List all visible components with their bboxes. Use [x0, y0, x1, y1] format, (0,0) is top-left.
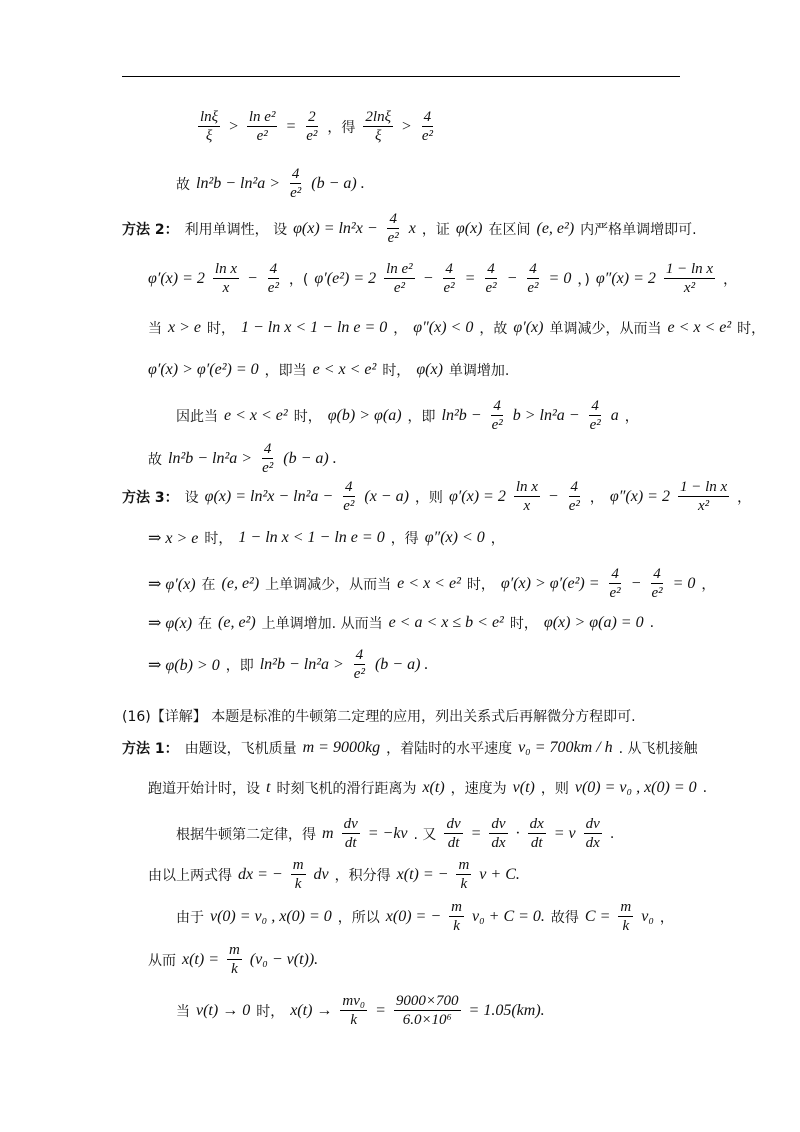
line-l7 [176, 397, 639, 434]
text: 由于 [176, 909, 204, 926]
fraction-numerator: 4 [263, 441, 272, 457]
math-expression: φ′(e²) = 2 [314, 269, 377, 287]
math-expression: v + C. [479, 865, 520, 883]
math-expression: (v₀ − v(t)). [249, 950, 319, 968]
math-expression: φ′(x) > φ′(e²) = [500, 574, 600, 592]
line-l17 [176, 815, 614, 852]
math-expression: φ″(x) < 0 [424, 529, 485, 546]
fraction [304, 108, 319, 145]
math-expression: v₀ [641, 907, 654, 925]
math-expression: v₀ + C = 0. [471, 907, 545, 925]
math-expression: φ(x) [455, 219, 483, 237]
math-expression: x(t) [422, 779, 445, 796]
fraction-denominator: e² [609, 585, 621, 601]
math-expression: dv [313, 865, 329, 883]
math-expression: = −kv [367, 824, 408, 842]
line-l8 [148, 440, 337, 477]
text: ， [701, 576, 716, 593]
fraction [384, 260, 415, 297]
fraction [386, 210, 401, 247]
math-expression: v(t) [512, 779, 535, 796]
math-expression: ln²b − ln²a > [196, 174, 281, 192]
fraction-numerator: m [451, 899, 462, 915]
math-expression: x(t) → [290, 1001, 333, 1019]
text: ，所以 [337, 909, 380, 926]
fraction-denominator: x [222, 280, 230, 296]
text: 时， [466, 576, 495, 593]
fraction-numerator: 4 [355, 647, 364, 663]
text: ，即 [225, 657, 254, 674]
fraction [420, 108, 435, 145]
fraction [528, 815, 546, 852]
math-expression: (b − a) . [311, 174, 365, 192]
text: 因此当 [176, 408, 218, 425]
line-l11 [148, 565, 715, 602]
line-l10 [148, 528, 505, 548]
math-expression: · [515, 824, 520, 842]
fraction-denominator: e² [353, 666, 365, 682]
fraction-denominator: e² [262, 460, 274, 476]
fraction [525, 260, 540, 297]
math-expression: 1 − ln x < 1 − ln e = 0 [238, 529, 385, 546]
fraction [340, 992, 367, 1029]
fraction-numerator: 1 − ln x [665, 261, 714, 277]
fraction [247, 108, 278, 145]
math-expression: φ(x) [416, 361, 443, 378]
math-expression: = [470, 824, 482, 842]
math-expression: (b − a) . [283, 449, 337, 467]
fraction-denominator: e² [387, 230, 399, 246]
math-expression: ln²b − ln²a > [259, 655, 344, 673]
fraction [444, 815, 462, 852]
line-l4 [148, 260, 737, 297]
math-expression: ⇒ φ′(x) [148, 575, 196, 593]
line-l5 [148, 318, 765, 338]
text: 上单调增加. 从而当 [261, 616, 383, 632]
fraction [341, 478, 356, 515]
fraction [227, 941, 242, 978]
fraction-denominator: dx [491, 835, 506, 851]
fraction-denominator: k [231, 961, 238, 977]
fraction-numerator: dv [446, 816, 461, 832]
line-l21 [176, 992, 545, 1029]
fraction-denominator: dt [447, 835, 460, 851]
text: . 从飞机接触 [618, 741, 698, 757]
text: 利用单调性， 设 [184, 221, 288, 238]
fraction [260, 440, 275, 477]
fraction-denominator: e² [421, 128, 433, 144]
text: 时， [207, 321, 235, 337]
math-expression: m [322, 824, 334, 842]
fraction-denominator: e² [267, 280, 279, 296]
text: ，即 [407, 408, 436, 425]
fraction [213, 260, 239, 297]
line-l19 [176, 898, 674, 935]
text: 在 [198, 616, 213, 632]
text: 故得 [550, 909, 579, 926]
fraction [456, 856, 471, 893]
fraction-denominator: 6.0×10⁶ [402, 1012, 452, 1028]
fraction-numerator: mv₀ [342, 993, 366, 1009]
math-expression: > [401, 117, 412, 135]
text: 从而 [148, 952, 176, 969]
math-expression: = v [553, 824, 576, 842]
fraction-denominator: dx [585, 835, 600, 851]
text: 时， [509, 616, 538, 632]
math-expression: φ(x) = ln²x − ln²a − [204, 487, 334, 505]
math-expression: = 0 [672, 574, 696, 592]
math-expression: e < x < e² [312, 361, 377, 378]
fraction [441, 260, 456, 297]
math-expression: − [422, 269, 434, 287]
fraction-denominator: e² [290, 185, 302, 201]
fraction-numerator: 4 [423, 109, 432, 125]
fraction-denominator: e² [393, 280, 405, 296]
math-expression: x [408, 219, 416, 237]
fraction-numerator: 4 [493, 398, 501, 414]
fraction-numerator: m [292, 857, 304, 873]
math-expression: x(t) = [182, 950, 219, 968]
fraction [649, 565, 664, 602]
math-expression: ln²b − [441, 406, 482, 424]
fraction [514, 478, 540, 515]
line-l15 [122, 738, 698, 758]
fraction-denominator: e² [485, 280, 497, 296]
line-l18 [148, 856, 520, 893]
text: ， [393, 321, 408, 337]
line-l6 [148, 360, 509, 380]
math-expression: ⇒ φ(b) > 0 [148, 656, 220, 674]
math-expression: φ′(x) > φ′(e²) = 0 [148, 361, 259, 378]
math-expression: − [506, 269, 518, 287]
fraction-denominator: e² [651, 585, 663, 601]
text: ，着陆时的水平速度 [386, 741, 513, 757]
text: 设 [184, 489, 199, 506]
line-l12 [148, 613, 654, 633]
method-heading: 方法 3： [122, 489, 179, 506]
fraction-numerator: lnξ [200, 109, 219, 125]
math-expression: 1 − ln x < 1 − ln e = 0 [241, 319, 388, 336]
fraction [678, 478, 729, 515]
fraction-numerator: dv [491, 816, 506, 832]
fraction-denominator: ξ [205, 128, 213, 144]
text: ， [659, 909, 674, 926]
text: 时， [293, 408, 322, 425]
fraction-numerator: dv [585, 816, 600, 832]
text: 由题设，飞机质量 [184, 741, 297, 757]
text: . 又 [413, 826, 437, 843]
math-expression: φ(x) > φ(a) = 0 [543, 614, 644, 631]
fraction-numerator: ln e² [248, 109, 276, 125]
fraction-denominator: k [294, 876, 302, 892]
fraction-numerator: 9000×700 [395, 993, 459, 1009]
math-expression: m = 9000kg [302, 739, 381, 756]
text: 单调减少，从而当 [549, 321, 662, 337]
fraction-numerator: m [229, 942, 240, 958]
fraction-numerator: 2lnξ [365, 109, 392, 125]
method-heading: 方法 2： [122, 221, 179, 238]
text: ，则 [540, 781, 569, 797]
fraction [618, 898, 633, 935]
fraction [588, 397, 603, 434]
text: ，证 [421, 221, 450, 238]
fraction-numerator: m [620, 899, 632, 915]
fraction-numerator: dv [343, 816, 358, 832]
math-expression: − [246, 269, 258, 287]
text: 时， [737, 321, 766, 337]
math-expression: φ(b) > φ(a) [327, 406, 402, 424]
line-l1 [196, 108, 437, 145]
text: ，故 [479, 321, 508, 337]
fraction [291, 856, 306, 893]
math-expression: v(t) → 0 [196, 1001, 251, 1019]
text: ， [737, 489, 752, 506]
fraction-numerator: 4 [291, 166, 300, 182]
text: ，得 [327, 119, 356, 136]
fraction-numerator: 4 [591, 398, 599, 414]
fraction [342, 815, 360, 852]
math-expression: φ′(x) = 2 [448, 487, 506, 505]
fraction [567, 478, 582, 515]
math-expression: φ″(x) = 2 [595, 269, 656, 287]
text: 时刻飞机的滑行距离为 [276, 781, 417, 797]
fraction [489, 815, 507, 852]
text: . [609, 825, 615, 842]
math-expression: = 1.05(km). [468, 1001, 545, 1019]
fraction-denominator: e² [256, 128, 268, 144]
math-expression: (e, e²) [218, 614, 256, 631]
text: 在区间 [488, 221, 531, 238]
math-expression: φ′(x) = 2 [148, 269, 205, 287]
text: ，速度为 [450, 781, 507, 797]
text: . [649, 615, 655, 631]
fraction [363, 108, 393, 145]
fraction-numerator: 4 [345, 479, 353, 495]
text: ，则 [414, 489, 443, 506]
text: ， [589, 489, 604, 506]
fraction-numerator: ln x [214, 261, 237, 277]
math-expression: = [375, 1001, 386, 1019]
fraction-numerator: 4 [269, 261, 278, 277]
line-l20 [148, 941, 318, 978]
fraction [288, 165, 303, 202]
fraction [352, 646, 367, 683]
math-expression: dx = − [238, 865, 283, 883]
text: ，得 [390, 531, 419, 547]
text: 跑道开始计时，设 [148, 781, 260, 797]
math-expression: x > e [168, 319, 201, 336]
text: 单调增加. [448, 363, 510, 379]
math-expression: v(0) = v₀ , x(0) = 0 [210, 907, 332, 925]
fraction [584, 815, 602, 852]
text: 根据牛顿第二定律，得 [176, 826, 316, 843]
fraction-denominator: k [350, 1012, 358, 1028]
text: 当 [148, 321, 162, 337]
fraction [490, 397, 505, 434]
text: 上单调减少，从而当 [265, 576, 392, 593]
text: 时， [382, 363, 411, 379]
math-expression: v₀ = 700km / h [518, 739, 613, 756]
line-l9 [122, 478, 751, 515]
math-expression: = [464, 269, 476, 287]
math-expression: e < x < e² [397, 574, 461, 592]
line-l14 [122, 706, 636, 726]
fraction-denominator: e² [306, 128, 318, 144]
math-expression: (x − a) [364, 487, 409, 505]
text: ，( [288, 271, 309, 288]
text: ， [723, 271, 738, 288]
math-expression: φ″(x) < 0 [413, 319, 474, 336]
fraction-denominator: k [453, 918, 460, 934]
header-rule [122, 76, 680, 77]
text: 故 [176, 176, 190, 193]
fraction-numerator: dx [529, 816, 544, 832]
math-expression: a [610, 406, 619, 424]
math-expression: e < x < e² [224, 406, 288, 424]
fraction-numerator: 4 [529, 261, 537, 277]
line-l3 [122, 210, 697, 247]
fraction [483, 260, 498, 297]
fraction-denominator: e² [491, 417, 503, 433]
fraction-denominator: x² [697, 498, 710, 514]
math-expression: ⇒ φ(x) [148, 615, 193, 632]
math-expression: v(0) = v₀ , x(0) = 0 [574, 779, 697, 796]
fraction-numerator: 4 [445, 261, 453, 277]
math-expression: x(t) = − [396, 865, 449, 883]
text: 由以上两式得 [148, 867, 232, 884]
fraction-numerator: 4 [389, 211, 397, 227]
fraction-denominator: k [460, 876, 468, 892]
fraction-denominator: dt [530, 835, 543, 851]
math-expression: e < x < e² [667, 319, 732, 336]
fraction-numerator: 4 [487, 261, 495, 277]
fraction [198, 108, 220, 145]
fraction [394, 992, 461, 1029]
fraction-numerator: 4 [653, 566, 661, 582]
text: 当 [176, 1003, 190, 1020]
fraction-denominator: e² [443, 280, 455, 296]
math-expression: ⇒ x > e [148, 530, 199, 547]
text: 故 [148, 451, 162, 468]
fraction-numerator: 2 [308, 109, 316, 125]
fraction-numerator: 4 [611, 566, 619, 582]
math-expression: e < a < x ≤ b < e² [388, 614, 504, 631]
math-expression: φ(x) = ln²x − [293, 219, 378, 237]
math-expression: > [228, 117, 239, 135]
text: (16)【详解】 本题是标准的牛顿第二定理的应用，列出关系式后再解微分方程即可. [122, 709, 636, 725]
math-expression: x(0) = − [385, 907, 442, 925]
text: ，积分得 [334, 867, 391, 884]
math-expression: (e, e²) [221, 574, 260, 592]
math-expression: b > ln²a − [512, 406, 580, 424]
math-expression: − [547, 487, 559, 505]
fraction-numerator: 4 [570, 479, 579, 495]
fraction-denominator: k [622, 918, 630, 934]
text: 时， [204, 531, 233, 547]
text: ，) [577, 271, 590, 288]
text: 在 [201, 576, 216, 593]
fraction-denominator: e² [589, 417, 601, 433]
math-expression: φ′(x) [513, 319, 544, 336]
math-expression: C = [584, 907, 611, 925]
fraction-denominator: e² [527, 280, 539, 296]
line-l2 [176, 165, 365, 202]
fraction [266, 260, 281, 297]
fraction-numerator: ln x [515, 479, 538, 495]
fraction [449, 898, 464, 935]
math-expression: t [266, 779, 271, 796]
text: ， [490, 531, 505, 547]
math-expression: = 0 [548, 269, 572, 287]
text: 内严格单调增即可. [580, 221, 697, 238]
fraction [664, 260, 715, 297]
text: ，即当 [264, 363, 307, 379]
fraction [607, 565, 622, 602]
text: . [702, 780, 708, 796]
math-expression: = [285, 117, 297, 135]
fraction-numerator: 1 − ln x [679, 479, 728, 495]
math-expression: φ″(x) = 2 [609, 487, 670, 505]
fraction-numerator: ln e² [386, 261, 413, 277]
math-expression: − [630, 574, 642, 592]
fraction-denominator: x² [683, 280, 696, 296]
fraction-denominator: dt [344, 835, 357, 851]
line-l16 [148, 778, 707, 798]
text: 时， [256, 1003, 285, 1020]
text: ， [624, 408, 639, 425]
math-expression: (e, e²) [536, 219, 575, 237]
method-heading: 方法 1： [122, 741, 179, 757]
fraction-denominator: e² [568, 498, 580, 514]
fraction-denominator: ξ [375, 128, 382, 144]
math-expression: ln²b − ln²a > [168, 449, 253, 467]
fraction-denominator: x [523, 498, 531, 514]
fraction-denominator: e² [343, 498, 355, 514]
fraction-numerator: m [458, 857, 470, 873]
math-expression: (b − a) . [374, 655, 429, 673]
line-l13 [148, 646, 428, 683]
